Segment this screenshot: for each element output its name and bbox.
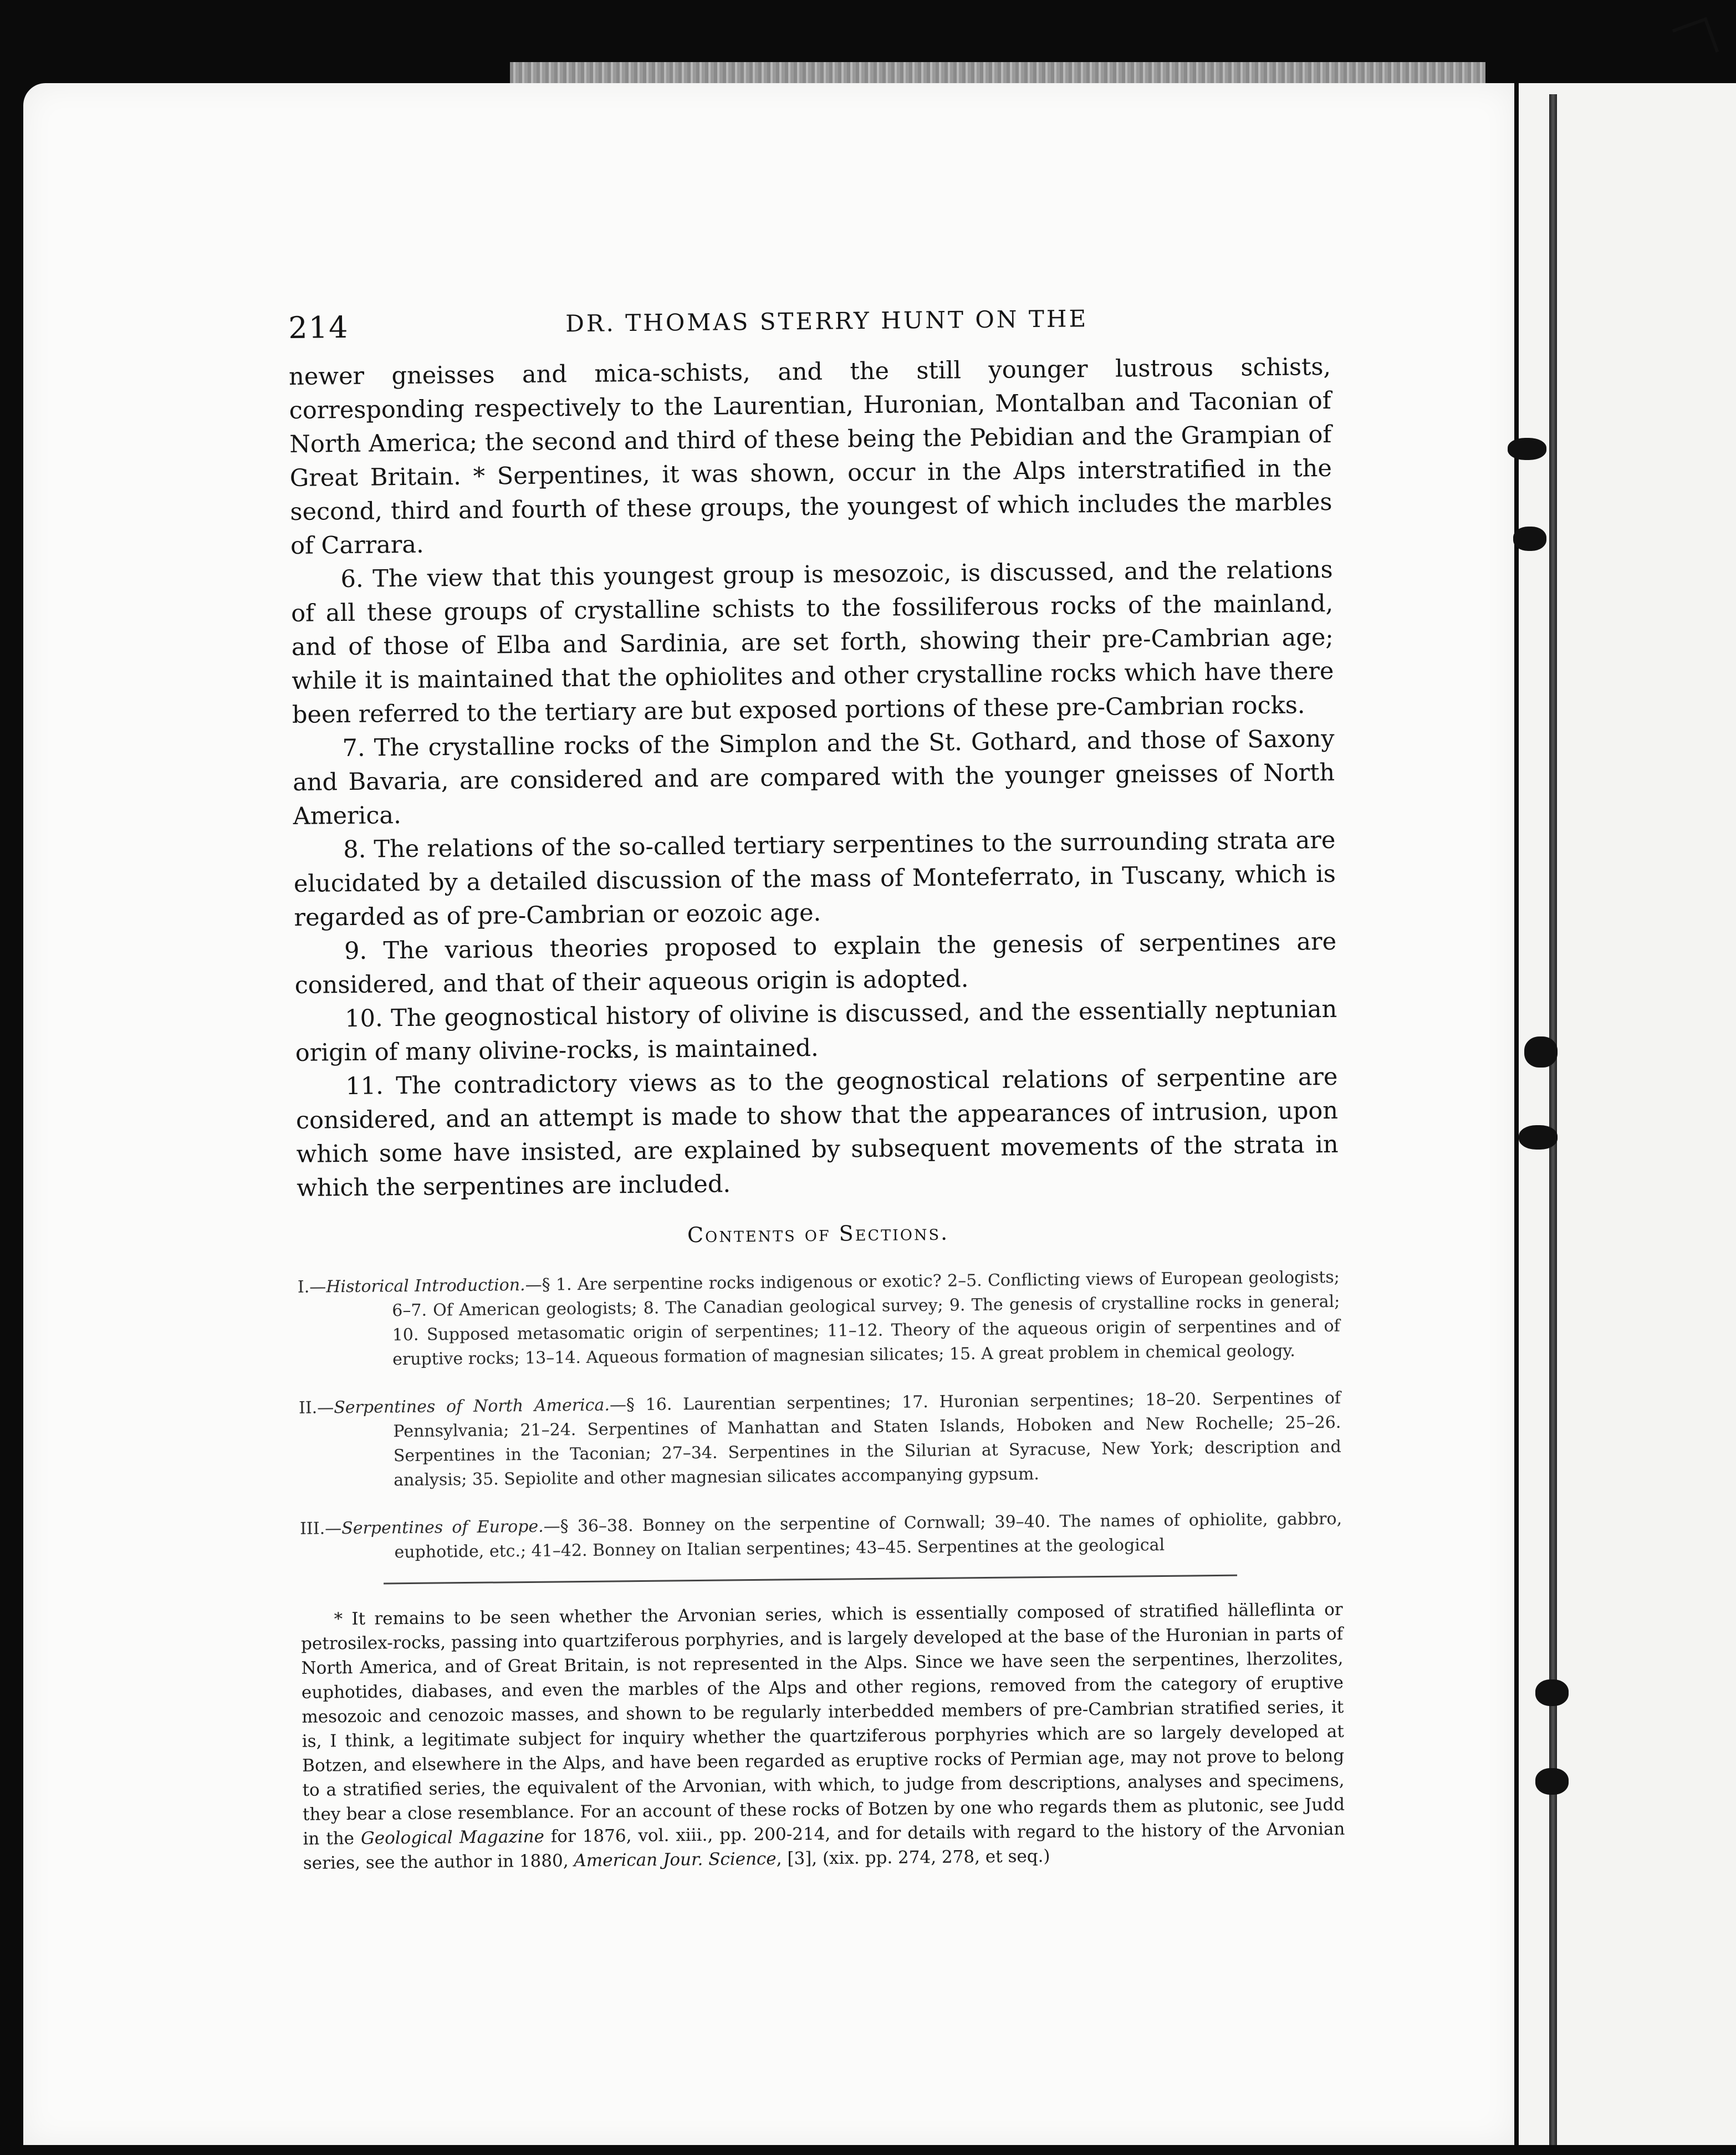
binding-blot (1519, 1125, 1558, 1150)
contents-entry (299, 1386, 1342, 1494)
running-head: DR. THOMAS STERRY HUNT ON THE (565, 305, 1089, 338)
binding-blot (1508, 438, 1546, 460)
binding-blot (1524, 1036, 1558, 1068)
page-spine (1549, 94, 1557, 2145)
section-summary: —§ 36–38. Bonney on the serpentine of Cornwall; 39–40. The names of ophiolite, gabbro, euphotide, etc.; 41–42. Bonney on Italian serpentines; 43–45. Serpentines at the geological (394, 1509, 1342, 1562)
body-paragraph: 11. The contradictory views as to the geognostical relations of serpentine are considered, and an attempt is made to show that the appearances of intrusion, upon which some have insisted, are explained by subsequent movements of the strata in which the serpentines are included. (295, 1063, 1339, 1202)
corner-scan-mark (1672, 17, 1719, 64)
page-header (288, 300, 1331, 360)
footnote (300, 1597, 1345, 1876)
footnote-text: , [3], (xix. pp. 274, 278, et seq.) (776, 1846, 1050, 1869)
footnote-text: * It remains to be seen whether the Arvonian series, which is essentially composed of stratified hälleflinta or petrosilex-rocks, passing into quartziferous porphyries, and is largely developed at the base of the Huronian in parts of North America, and of Great Britain, is not represented in the Alps. Since we have seen the serpentines, lherzolites, euphotides, diabases, and even the marbles of the Alps and other regions, removed from the category of eruptive mesozoic and cenozoic masses, and shown to be regularly interbedded members of pre-Cambrian stratified series, it is, I think, a legitimate subject for inquiry whether the quartziferous porphyries which are so largely developed at Botzen, and elsewhere in the Alps, and have been regarded as eruptive rocks of Permian age, may not prove to belong to a stratified series, the equivalent of the Arvonian, with which, to judge from descriptions, analyses and specimens, they bear a close resemblance. For an account of these rocks of Botzen by one who regards them as plutonic, see Judd in the (300, 1599, 1345, 1849)
binding-blot (1535, 1768, 1569, 1795)
body-paragraph: 8. The relations of the so-called tertiary serpentines to the surrounding strata are elucidated by a detailed discussion of the mass of Monteferrato, in Tuscany, which is regarded as of pre-Cambrian or eozoic age. (293, 826, 1336, 932)
contents-entry (300, 1507, 1342, 1566)
section-title: Serpentines of Europe. (341, 1516, 544, 1539)
section-numeral: III.— (299, 1519, 342, 1539)
footnote-rule (384, 1575, 1237, 1585)
section-numeral: II.— (298, 1398, 334, 1418)
footnote-magazine: Geological Magazine (360, 1826, 545, 1848)
section-numeral: I.— (297, 1277, 326, 1297)
body-paragraph: 7. The crystalline rocks of the Simplon and the St. Gothard, and those of Saxony and Bavaria, are considered and are compared with the younger gneisses of North America. (292, 724, 1335, 830)
footnote-journal: American Jour. Science (574, 1848, 777, 1871)
body-paragraph: 9. The various theories proposed to explain the genesis of serpentines are considered, and that of their aqueous origin is adopted. (294, 927, 1337, 999)
footnote-text: for 1876, vol. xiii., pp. 200-214, and for details with regard to the history of the Arvonian series, see the author in 1880, (303, 1819, 1345, 1873)
contents-heading: Contents of Sections. (687, 1220, 949, 1248)
section-title: Historical Introduction. (326, 1275, 525, 1297)
body-paragraph: newer gneisses and mica-schists, and the still younger lustrous schists, corresponding respectively to the Laurentian, Huronian, Montalban and Taconian of North America; the second and third of these being the Pebidian and the Grampian of Great Britain. * Serpentines, it was shown, occur in the Alps interstratified in the second, third and fourth of these groups, the youngest of which includes the marbles of Carrara. (288, 353, 1332, 560)
page-number: 214 (288, 309, 349, 345)
section-title: Serpentines of North America. (334, 1395, 610, 1418)
section-summary: —§ 1. Are serpentine rocks indigenous or exotic? 2–5. Conflicting views of European geologists; 6–7. Of American geologists; 8. The Canadian geological survey; 9. The genesis of crystalline rocks in general; 10. Supposed metasomatic origin of serpentines; 11–12. Theory of the aqueous origin of serpentines and of eruptive rocks; 13–14. Aqueous formation of magnesian silicates; 15. A great problem in chemical geology. (392, 1267, 1340, 1370)
section-summary: —§ 16. Laurentian serpentines; 17. Huronian serpentines; 18–20. Serpentines of Pennsylvania; 21–24. Serpentines of Manhattan and Staten Islands, Hoboken and New Rochelle; 25–26. Serpentines in the Taconian; 27–34. Serpentines in the Silurian at Syracuse, New York; description and analysis; 35. Sepiolite and other magnesian silicates accompanying gypsum. (393, 1388, 1341, 1490)
body-paragraph: 6. The view that this youngest group is mesozoic, is discussed, and the relations of all these groups of crystalline schists to the fossiliferous rocks of the mainland, and of those of Elba and Sardinia, are set forth, showing their pre-Cambrian age; while it is maintained that the ophiolites and other crystalline rocks which have there been referred to the tertiary are but exposed portions of these pre-Cambrian rocks. (291, 555, 1334, 729)
body-paragraph: 10. The geognostical history of olivine is discussed, and the essentially neptunian origin of many olivine-rocks, is maintained. (295, 995, 1337, 1067)
binding-blot (1535, 1679, 1569, 1706)
page-content (288, 300, 1345, 1876)
contents-entry (298, 1265, 1341, 1373)
binding-blot (1513, 527, 1546, 551)
